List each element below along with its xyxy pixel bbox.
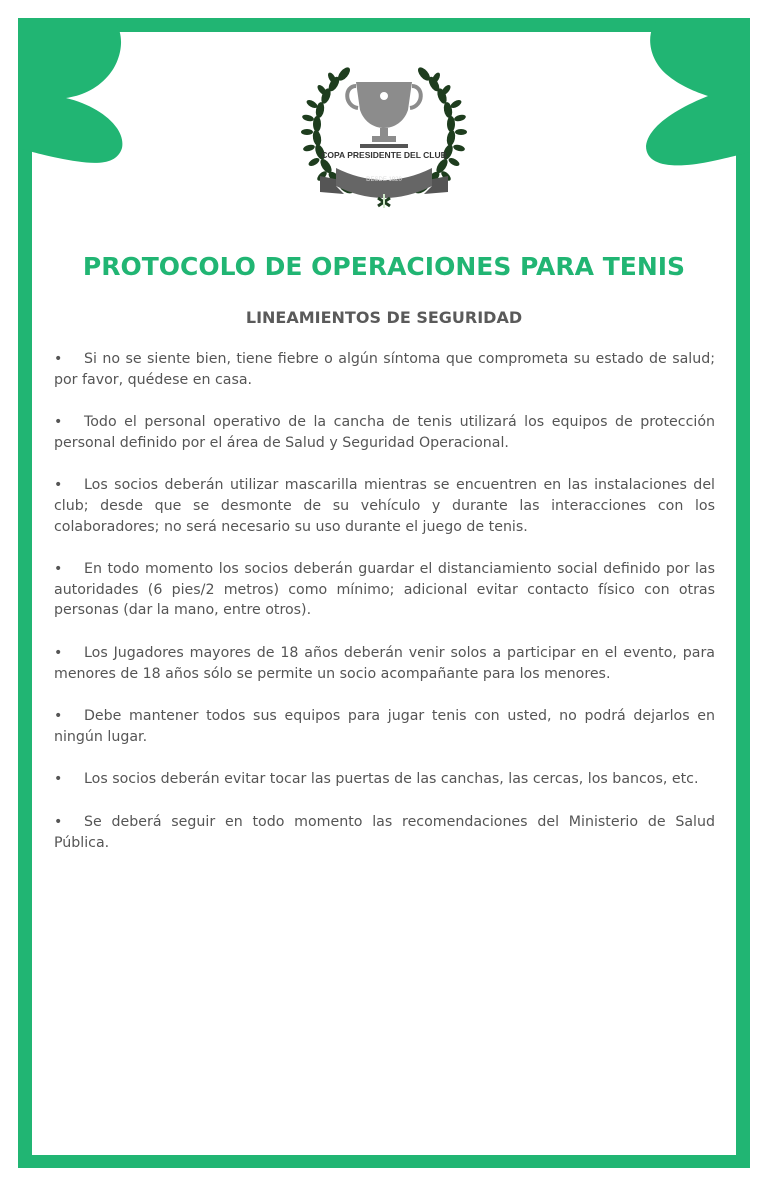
bullet-icon: • <box>54 644 63 661</box>
trophy-laurel-icon <box>300 56 468 214</box>
bullet-icon: • <box>54 708 63 725</box>
guideline-item <box>54 769 715 790</box>
guideline-item <box>54 706 715 747</box>
guideline-item <box>54 349 715 390</box>
guideline-text: Si no se siente bien, tiene fiebre o algún síntoma que comprometa su estado de salud; por favor, quédese en casa. <box>54 351 715 388</box>
page-title: PROTOCOLO DE OPERACIONES PARA TENIS <box>82 252 686 281</box>
bullet-icon: • <box>54 477 63 494</box>
guideline-item <box>54 559 715 621</box>
left-blob-decoration <box>18 18 130 168</box>
guideline-text: En todo momento los socios deberán guardar el distanciamiento social definido por las autoridades (6 pies/2 metros) como mínimo; adicional evitar contacto físico con otras personas (dar la mano, entre otros). <box>54 561 715 619</box>
page-subtitle: LINEAMIENTOS DE SEGURIDAD <box>245 308 523 327</box>
guideline-item <box>54 412 715 453</box>
bullet-icon: • <box>54 414 63 431</box>
guideline-item <box>54 643 715 684</box>
guideline-text: Se deberá seguir en todo momento las recomendaciones del Ministerio de Salud Pública. <box>54 813 715 851</box>
bullet-icon: • <box>54 813 63 830</box>
logo-banner-text: COPA PRESIDENTE DEL CLUB <box>321 150 447 160</box>
guideline-item <box>54 475 715 537</box>
guideline-text: Los socios deberán evitar tocar las puertas de las canchas, las cercas, los bancos, etc. <box>84 771 699 788</box>
club-trophy-logo <box>300 56 468 214</box>
logo-ribbon-text: DESDE 1920 <box>366 177 402 183</box>
guideline-text: Debe mantener todos sus equipos para jugar tenis con usted, no podrá dejarlos en ningún lugar. <box>54 708 715 745</box>
guidelines-list <box>54 349 715 875</box>
bullet-icon: • <box>54 771 63 788</box>
right-blob-decoration <box>638 18 750 173</box>
guideline-text: Los socios deberán utilizar mascarilla mientras se encuentren en las instalaciones del club; desde que se desmonte de su vehículo y durante las interacciones con los colaboradores; no será necesario su uso durante el juego de tenis. <box>54 477 715 535</box>
guideline-text: Los Jugadores mayores de 18 años deberán venir solos a participar en el evento, para menores de 18 años sólo se permite un socio acompañante para los menores. <box>54 644 715 682</box>
bullet-icon: • <box>54 561 63 578</box>
guideline-text: Todo el personal operativo de la cancha de tenis utilizará los equipos de protección personal definido por el área de Salud y Seguridad Operacional. <box>54 414 715 451</box>
bullet-icon: • <box>54 351 63 367</box>
guideline-item <box>54 812 715 853</box>
